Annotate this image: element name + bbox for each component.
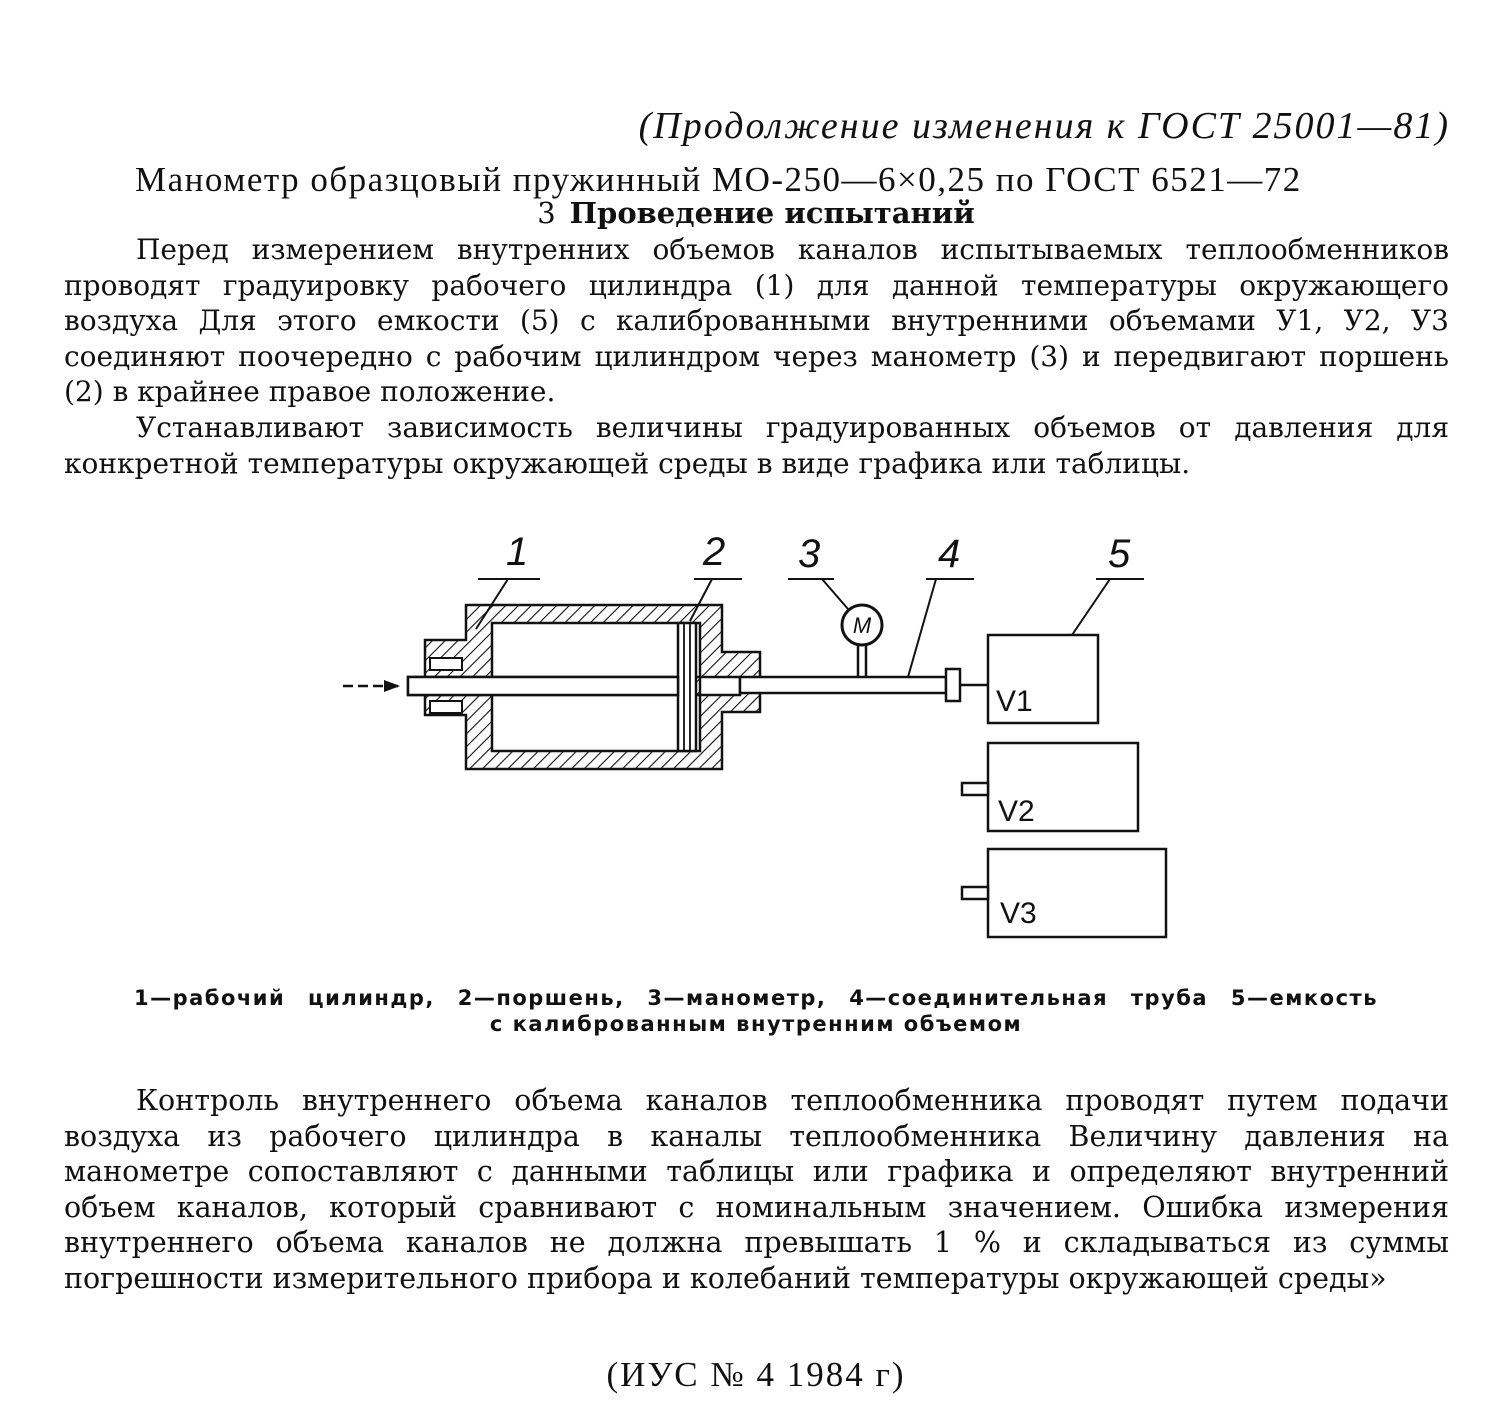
- container-v3: [962, 849, 1166, 937]
- leader-label-5: [1072, 532, 1144, 635]
- volume-label-v3: V3: [1000, 897, 1037, 930]
- section-number: 3: [537, 196, 556, 230]
- connecting-tube: [740, 669, 988, 701]
- section-title: Проведение испытаний: [569, 196, 975, 230]
- piston-rod: [408, 677, 678, 695]
- volume-label-v1: V1: [996, 685, 1033, 718]
- air-inlet-arrow: [343, 680, 400, 692]
- section-heading: [0, 196, 1512, 230]
- figure-caption-line2: с калиброванным внутренним объемом: [489, 1012, 1023, 1036]
- label-2: 2: [703, 530, 726, 574]
- volume-label-v2: V2: [998, 795, 1035, 828]
- label-5: 5: [1108, 532, 1131, 576]
- figure-caption-line1: 1—рабочий цилиндр, 2—поршень, 3—манометр, 4—соединительная труба 5—емкость: [133, 986, 1379, 1010]
- piston: [678, 623, 696, 751]
- label-3: 3: [798, 532, 821, 576]
- gauge-letter: M: [852, 613, 872, 638]
- continuation-header: (Продолжение изменения к ГОСТ 25001—81): [638, 105, 1450, 147]
- label-1: 1: [506, 530, 529, 574]
- ius-reference: (ИУС № 4 1984 г): [606, 1355, 906, 1394]
- label-4: 4: [938, 532, 961, 576]
- container-v1: [988, 635, 1098, 723]
- manometer-gauge: [842, 605, 882, 677]
- paragraph-calibration: Перед измерением внутренних объемов каналов испытываемых теплообменников проводят градуировку рабочего цилиндра (1) для данной температуры окружающего воздуха Для этого емкости (5) с калиброванными внутренними объемами У1, У2, У3 соединяют поочередно с рабочим цилиндром через манометр (3) и передвигают поршень (2) в крайнее правое положение.: [64, 233, 1449, 408]
- paragraph-dependence: Устанавливают зависимость величины градуированных объемов от давления для конкретной температуры окружающей среды в виде графика или таблицы.: [64, 411, 1449, 480]
- leader-label-3: [788, 532, 848, 609]
- leader-label-4: [908, 532, 974, 677]
- paragraph-control: Контроль внутреннего объема каналов теплообменника проводят путем подачи воздуха из рабочего цилиндра в каналы теплообменника Величину давления на манометре сопоставляют с данными таблицы или графика и определяют внутренний объем каналов, который сравнивают с номинальным значением. Ошибка измерения внутреннего объема каналов не должна превышать 1 % и складываться из суммы погрешности измерительного прибора и колебаний температуры окружающей среды»: [64, 1084, 1449, 1295]
- container-v2: [962, 743, 1138, 831]
- manometer-reference: Манометр образцовый пружинный МО-250—6×0,25 по ГОСТ 6521—72: [135, 160, 1302, 199]
- test-setup-diagram: [0, 525, 1512, 975]
